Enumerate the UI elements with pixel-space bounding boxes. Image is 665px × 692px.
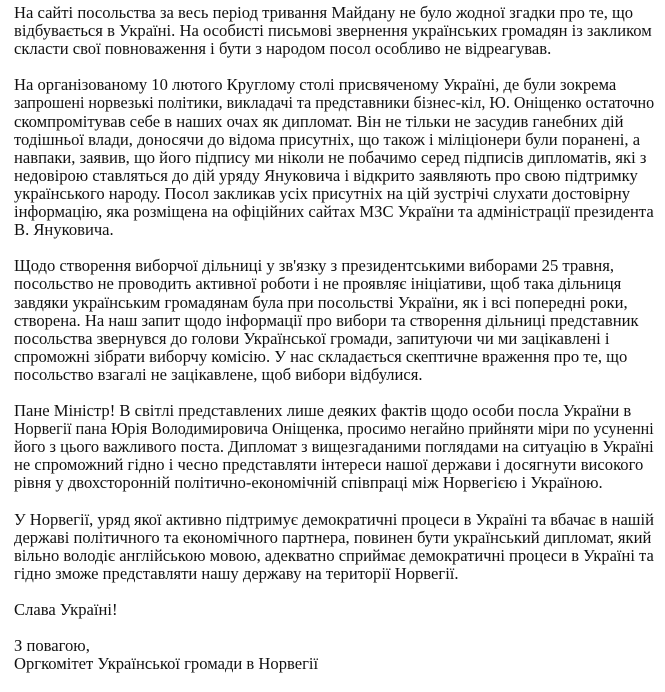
signatory-line: Оргкомітет Української громади в Норвегії [14, 654, 319, 674]
text-line: вільно володіє англійською мовою, адекватно сприймає демократичні процеси в Україні та [14, 545, 654, 565]
text-line: його з цього важливого поста. Дипломат з вищезгаданими поглядами на ситуацію в Україні [14, 437, 654, 457]
text-line: державі політичного та економічного партнера, повинен бути український дипломат, який [14, 527, 652, 547]
text-line: У Норвегії, уряд якої активно підтримує демократичні процеси в Україні та вбачає в нашій [14, 509, 654, 529]
text-line: скласти свої повноваження і бути з народом посол особливо не відреагував. [14, 39, 552, 59]
paragraph-embassy-website [14, 4, 665, 58]
text-line: інформацію, яка розміщена на офіційних сайтах МЗС України та адміністрації президента [14, 202, 654, 222]
paragraph-round-table [14, 76, 665, 239]
text-line: навпаки, заявив, що його підпису ми ніколи не побачимо серед підписів дипломатів, які з [14, 147, 647, 167]
text-line: рівня у двохсторонній політично-економічній співпраці між Норвегією і Україною. [14, 473, 603, 493]
text-line: завдяки українським громадянам була при посольстві України, як і всі попередні роки, [14, 292, 628, 312]
closing-line: З повагою, [14, 636, 90, 656]
text-line: українського народу. Посол закликав усіх присутніх на цій зустрічі слухати достовірну [14, 183, 631, 203]
text-line: Слава Україні! [14, 600, 118, 620]
text-line: посольства звернувся до голови Української громади, запитуючи чи ми зацікавлені і [14, 328, 610, 348]
text-line: запрошені норвезькі політики, викладачі та представники бізнес-кіл, Ю. Оніщенко остаточно [14, 93, 655, 113]
text-line: відбувається в Україні. На особисті письмові звернення українських громадян із закликом [14, 21, 652, 41]
text-line: недовірою ставляться до дій уряду Януковича і відкрито заявляють про свою підтримку [14, 165, 638, 185]
text-line: В. Януковича. [14, 220, 114, 240]
text-line: На організованому 10 лютого Круглому столі присвяченому Україні, де були зокрема [14, 75, 617, 95]
text-line: На сайті посольства за весь період тривання Майдану не було жодної згадки про те, що [14, 3, 634, 22]
letter-document [14, 4, 665, 692]
text-line: посольство взагалі не зацікавлене, щоб вибори відбулися. [14, 364, 423, 384]
paragraph-appeal-minister [14, 402, 665, 492]
paragraph-polling-station [14, 257, 665, 384]
text-line: спроможні зібрати виборчу комісію. У нас складається скептичне враження про те, що [14, 346, 628, 366]
text-line: Норвегії пана Юрія Володимировича Оніщенка, просимо негайно прийняти міри по усуненні [14, 419, 654, 439]
paragraph-norway-diplomat [14, 511, 665, 583]
text-line: створена. На наш запит щодо інформації про вибори та створення дільниці представник [14, 310, 639, 330]
text-line: тодішньої влади, доносячи до відома присутніх, що також і міліціонери були поранені, а [14, 129, 641, 149]
text-line: гідно зможе представляти нашу державу на території Норвегії. [14, 563, 459, 583]
text-line: не спроможний гідно і чесно представляти інтереси нашої держави і досягнути високого [14, 455, 644, 475]
paragraph-slogan [14, 601, 665, 619]
signature-block [14, 637, 665, 673]
text-line: посольство не проводить активної роботи і не проявляє ініціативи, щоб така дільниця [14, 274, 622, 294]
text-line: Пане Міністр! В світлі представлених лише деяких фактів щодо особи посла України в [14, 401, 632, 421]
text-line: скомпромітував себе в наших очах як дипломат. Він не тільки не засудив ганебних дій [14, 111, 624, 131]
text-line: Щодо створення виборчої дільниці у зв'язку з президентськими виборами 25 травня, [14, 256, 615, 276]
